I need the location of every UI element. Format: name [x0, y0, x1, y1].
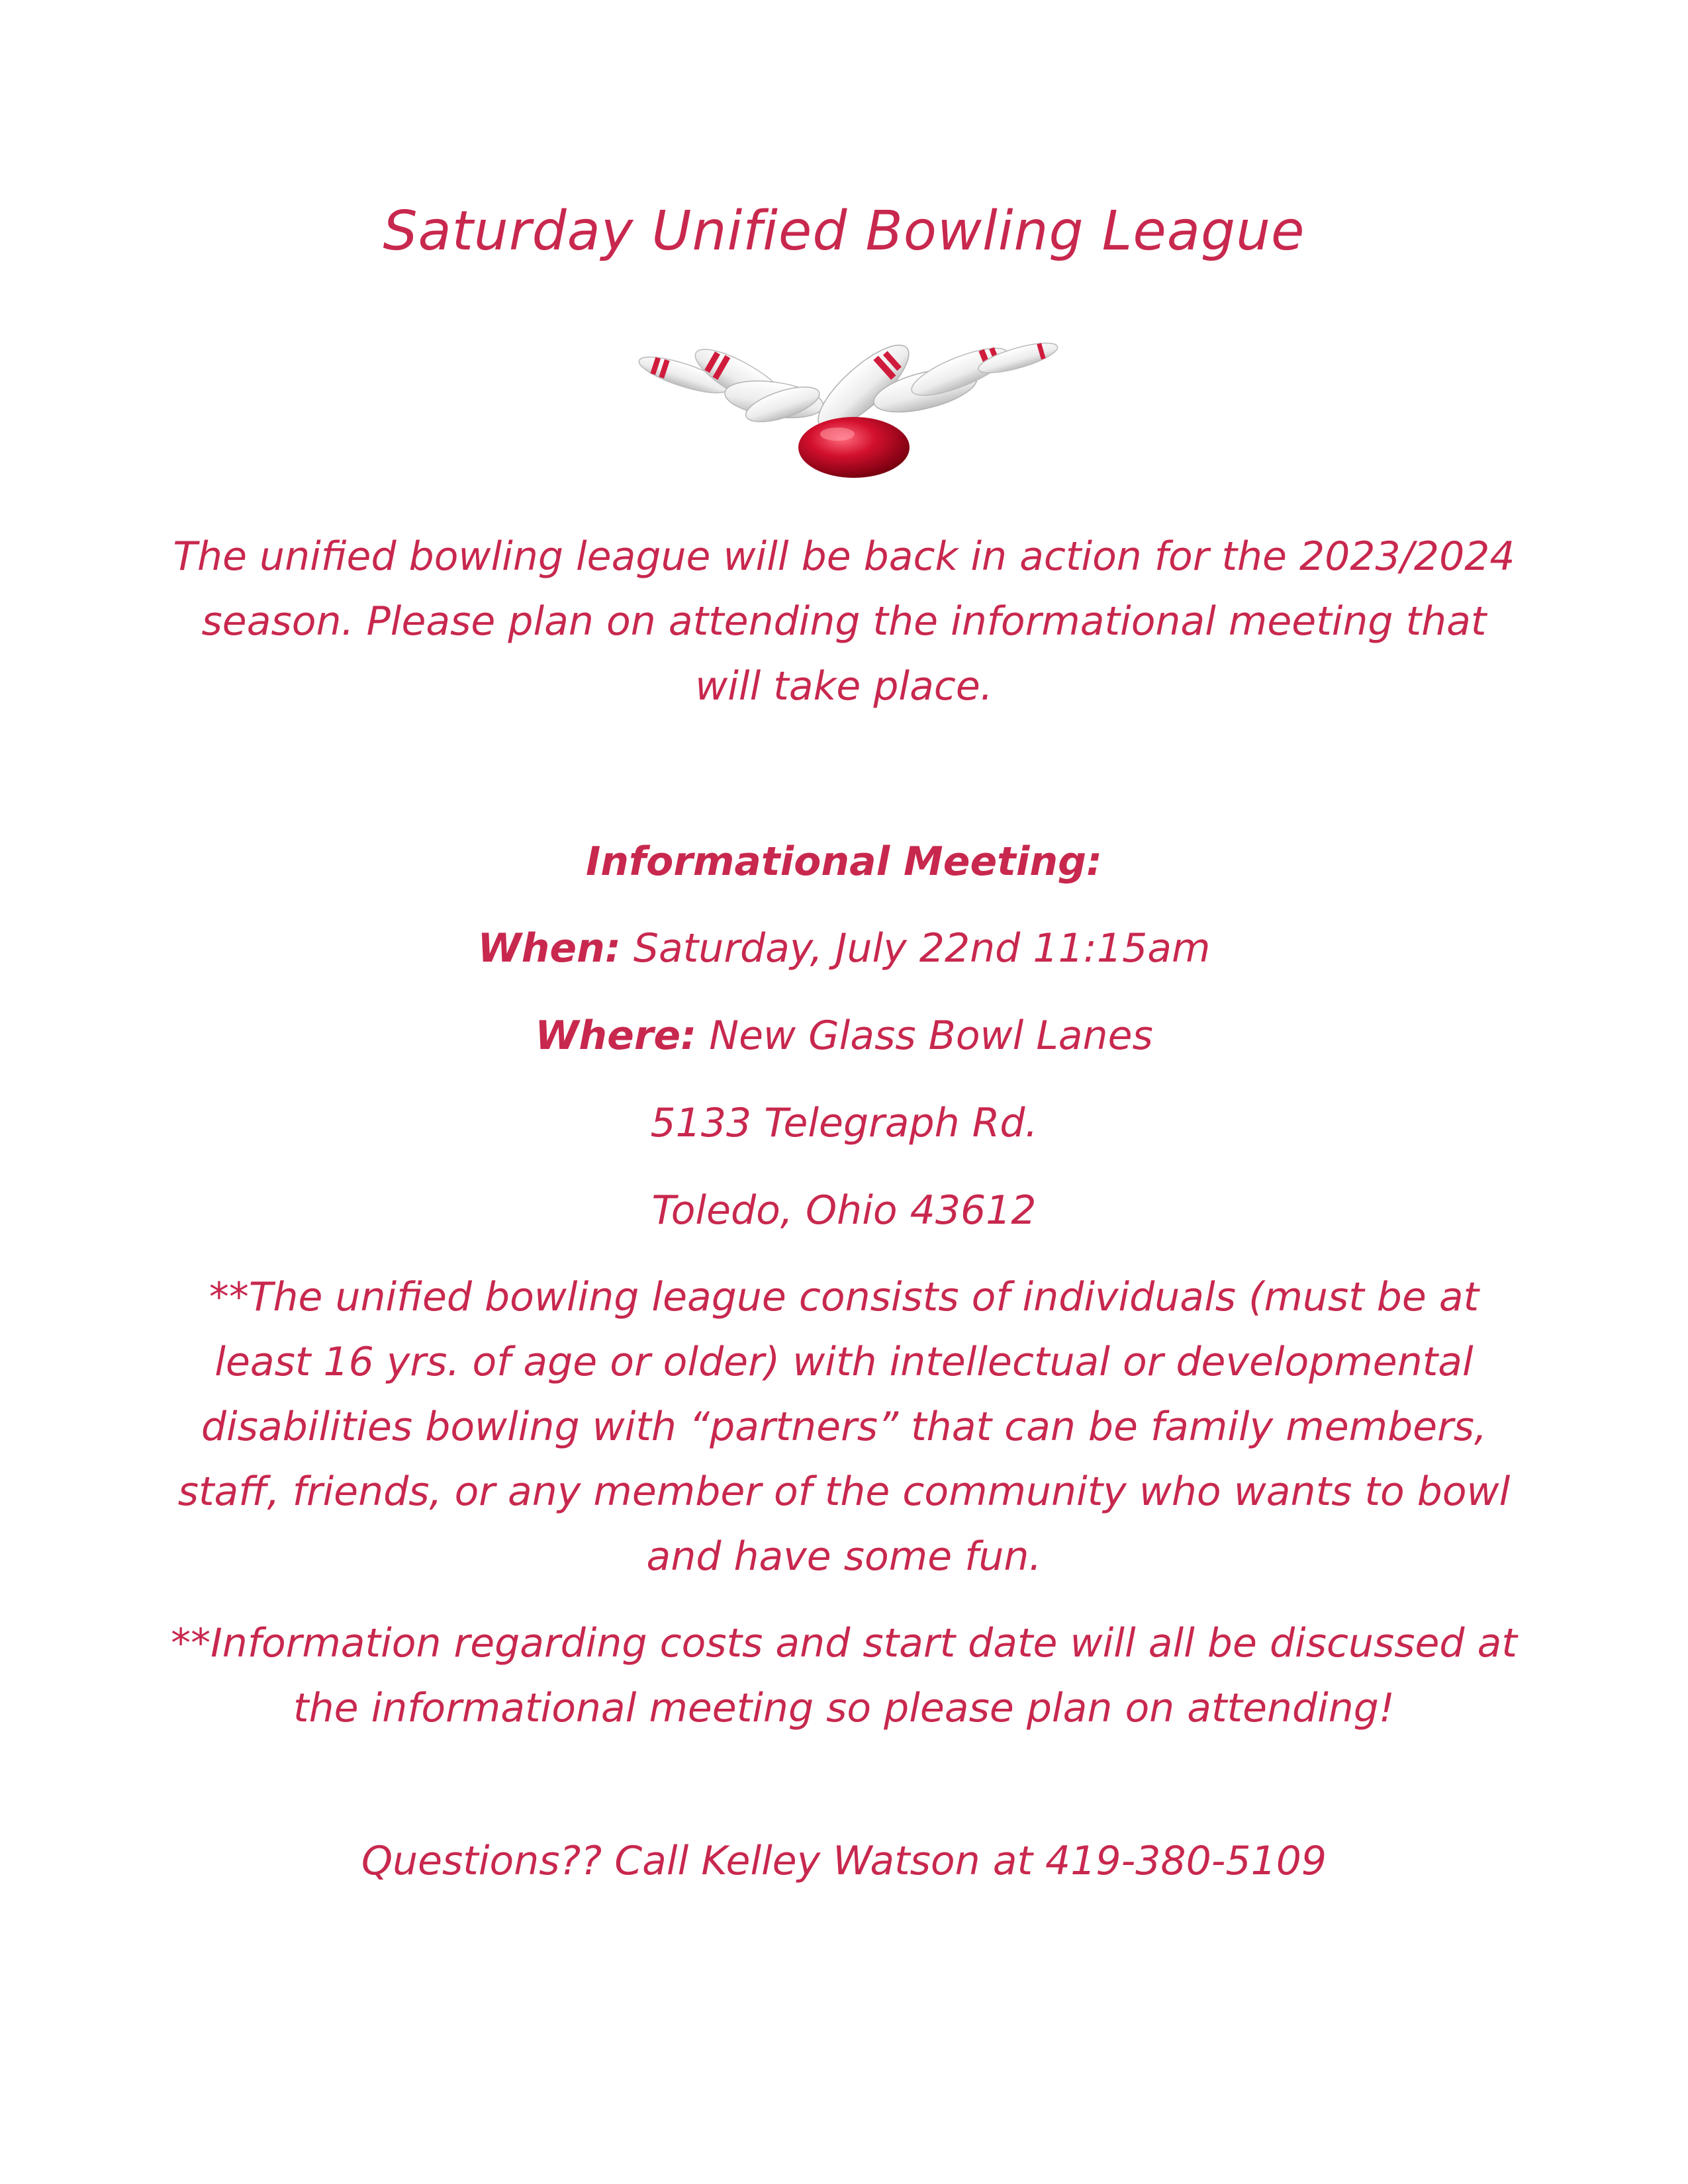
when-label: When: [477, 925, 621, 972]
bowling-ball [798, 417, 910, 478]
meeting-heading: Informational Meeting: [585, 839, 1103, 885]
costs-note: **Information regarding costs and start date will all be discussed at the informational meeting so please plan on attending! [171, 1620, 1517, 1731]
address-line-1: 5133 Telegraph Rd. [650, 1100, 1038, 1146]
where-value: New Glass Bowl Lanes [709, 1013, 1153, 1059]
intro-paragraph: The unified bowling league will be back in action for the 2023/2024 season. Please plan on attending the informational meeting that will take place. [173, 533, 1515, 709]
meeting-where [0, 1009, 1688, 1062]
when-value: Saturday, July 22nd 11:15am [633, 925, 1211, 972]
bowling-pins-and-ball-icon [626, 316, 1082, 482]
where-label: Where: [535, 1013, 697, 1059]
meeting-when [0, 922, 1688, 975]
league-description: **The unified bowling league consists of individuals (must be at least 16 yrs. of age or older) with intellectual or developmental disabilities bowling with “partners” that can be family members, staff, friends, or any member of the community who wants to bowl and have some fun. [177, 1274, 1511, 1580]
address-line-2: Toledo, Ohio 43612 [651, 1187, 1037, 1234]
contact-line: Questions?? Call Kelley Watson at 419-380-5109 [361, 1838, 1327, 1884]
flyer-title: Saturday Unified Bowling League [383, 200, 1305, 263]
